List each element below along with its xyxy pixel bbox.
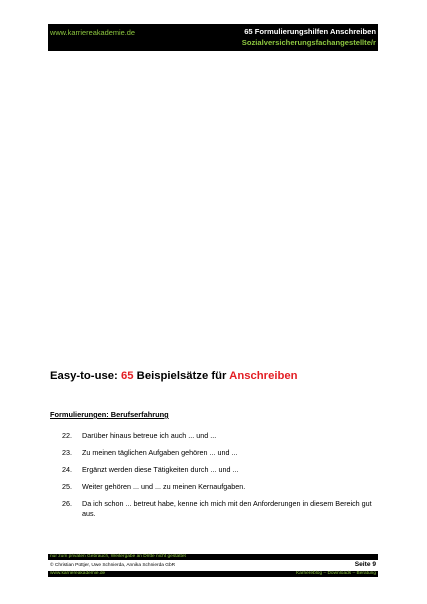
list-item-number: 22. (62, 431, 72, 440)
page-header (48, 24, 378, 51)
list-item-text: Zu meinen täglichen Aufgaben gehören ... und ... (82, 448, 238, 457)
list-item-text: Da ich schon ... betreut habe, kenne ich mich mit den Anforderungen in diesem Bereich gut aus. (82, 499, 372, 518)
header-profession: Sozialversicherungsfachangestellte/r (241, 38, 376, 47)
title-highlight: Anschreiben (229, 370, 298, 382)
footer-website: www.karriereakademie.de (50, 571, 106, 576)
header-document-title: 65 Formulierungshilfen Anschreiben (244, 27, 376, 36)
list-item-number: 25. (62, 482, 72, 491)
list-item-number: 24. (62, 465, 72, 474)
title-number: 65 (120, 370, 134, 382)
list-item-text: Weiter gehören ... und ... zu meinen Kernaufgaben. (82, 482, 246, 491)
header-website: www.karriereakademie.de (50, 28, 136, 37)
list-item-text: Ergänzt werden diese Tätigkeiten durch ... und ... (82, 465, 239, 474)
footer-usage-note: nur zum privaten Gebrauch, Weitergabe an Dritte nicht gestattet (50, 554, 186, 559)
section-heading: Formulierungen: Berufserfahrung (50, 410, 169, 419)
page-number: Seite 9 (354, 561, 376, 568)
list-item-number: 26. (62, 499, 72, 508)
title-prefix: Easy-to-use: (50, 370, 121, 382)
title-middle: Beispielsätze für (133, 370, 230, 382)
footer-links: Karriereblog – Downloads – Beratung (296, 571, 376, 576)
page-title (50, 370, 298, 382)
footer-copyright: © Christian Püttjer, Uwe Schnierda, Annika Schnierda GbR (50, 563, 176, 568)
list-item-number: 23. (62, 448, 72, 457)
list-item-text: Darüber hinaus betreue ich auch ... und ... (82, 431, 217, 440)
page-footer (48, 554, 378, 579)
